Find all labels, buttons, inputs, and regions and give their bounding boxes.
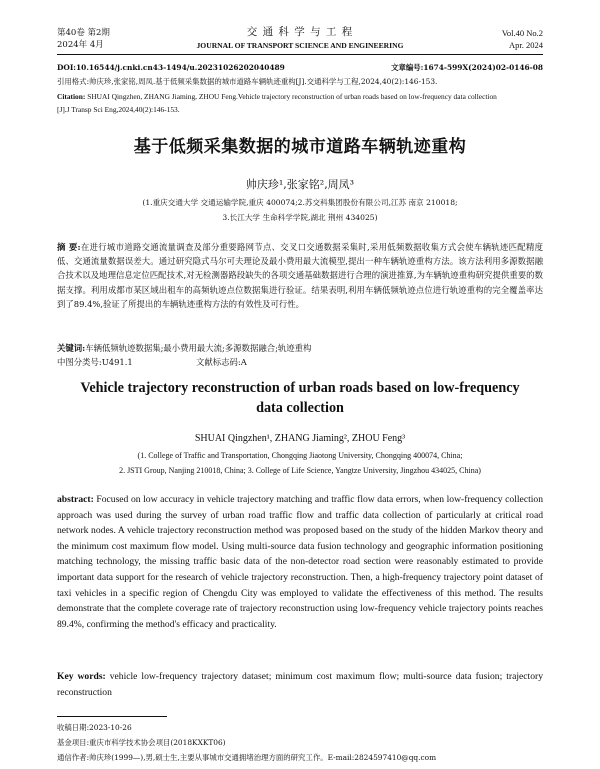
affiliation-cn-2: 3.长江大学 生命科学学院,湖北 荆州 434025) [222, 213, 378, 222]
keywords-en-text: vehicle low-frequency trajectory dataset; minimum cost maximum flow; multi-source data fusion; trajectory reconstruction [57, 671, 543, 698]
header-date-cn: 2024年 4月 [57, 40, 104, 50]
citation-en-label: Citation: [57, 92, 86, 101]
citation-cn: 引用格式:帅庆珍,张家铭,周凤.基于低频采集数据的城市道路车辆轨迹重构[J].交通科学与工程,2024,40(2):146-153. [57, 77, 438, 86]
header-date-en: Apr. 2024 [509, 40, 543, 50]
abstract-en-label: abstract: [57, 494, 94, 505]
header-rule [57, 54, 543, 55]
header-journal-en: JOURNAL OF TRANSPORT SCIENCE AND ENGINEERING [196, 41, 404, 50]
abstract-cn-label: 摘 要: [57, 242, 81, 252]
title-en-line-1: Vehicle trajectory reconstruction of urban roads based on low-frequency [80, 380, 520, 396]
citation-en-text: SHUAI Qingzhen, ZHANG Jiaming, ZHOU Feng.Vehicle trajectory reconstruction of urban roads based on low-frequency data collection [87, 92, 497, 101]
footnote-author: 通信作者:帅庆珍(1999—),男,硕士生,主要从事城市交通拥堵治理方面的研究工作。E-mail:2824597410@qq.com [57, 753, 437, 762]
keywords-cn-text: 车辆低频轨迹数据集;最小费用最大流;多源数据融合;轨迹重构 [85, 343, 312, 353]
keywords-en [57, 669, 543, 700]
footnote-received: 收稿日期:2023-10-26 [57, 723, 132, 732]
article-number: 文章编号:1674-599X(2024)02-0146-08 [391, 63, 543, 72]
citation-en-cont: [J].J Transp Sci Eng,2024,40(2):146-153. [57, 105, 180, 114]
header-volume-en: Vol.40 No.2 [501, 28, 543, 38]
header-volume-cn: 第40卷 第2期 [57, 28, 110, 38]
abstract-cn [57, 240, 543, 311]
affiliation-en-2: 2. JSTI Group, Nanjing 210018, China; 3. College of Life Science, Yangtze University, Jingzhou 434025, China) [119, 466, 481, 475]
title-cn: 基于低频采集数据的城市道路车辆轨迹重构 [133, 137, 467, 157]
citation-en [57, 91, 543, 102]
abstract-en-text: Focused on low accuracy in vehicle trajectory matching and traffic flow data errors, when low-frequency collection approach was used during the survey of urban road traffic flow and traffic data collection of particularly at critical road network nodes. A vehicle trajectory reconstruction method was proposed based on the study of the hidden Markov theory and the minimum cost maximum flow model. Using multi-source data fusion technology and geographic information positioning matching technology, the missing traffic basic data of the non-detector road section were reasonably estimated to provide important data support for the research of vehicle trajectory reconstruction. Then, a high-frequency trajectory point dataset of taxi vehicles in a specific region of Chengdu City was employed to validate the effectiveness of this method. The results demonstrate that the complete coverage rate of trajectory reconstruction using low-frequency vehicle trajectory points reaches 89.4%, confirming the method's efficacy and practicality. [57, 494, 543, 630]
keywords-en-label: Key words: [57, 671, 106, 682]
authors-cn: 帅庆珍¹,张家铭²,周凤³ [245, 178, 355, 191]
title-en-line-2: data collection [256, 400, 344, 416]
footnote-fund: 基金项目:重庆市科学技术协会项目(2018KXKT06) [57, 738, 226, 747]
affiliation-en-1: (1. College of Traffic and Transportation, Chongqing Jiaotong University, Chongqing 400074, China; [137, 451, 463, 460]
footnote-rule [57, 716, 167, 717]
abstract-cn-text: 在进行城市道路交通流量调查及部分重要路网节点、交叉口交通数据采集时,采用低频数据收集方式会使车辆轨迹匹配精度低、交通流量数据误差大。通过研究隐式马尔可夫理论及最小费用最大流模型,提出一种车辆轨迹重构方法。该方法利用多源数据融合技术以及地理信息定位匹配技术,对无检测器路段缺失的各项交通基础数据进行合理的演进推算,为车辆轨迹重构研究提供重要的数据支撑。利用成都市某区域出租车的高频轨迹点位数据集进行验证。结果表明,利用车辆低频轨迹点位进行轨迹重构的完全覆盖率达到了89.4%,验证了所提出的车辆轨迹重构方法的有效性及可行性。 [57, 242, 543, 309]
keywords-cn [57, 341, 543, 355]
affiliation-cn-1: (1.重庆交通大学 交通运输学院,重庆 400074;2.苏交科集团股份有限公司,江苏 南京 210018; [142, 198, 458, 207]
abstract-en [57, 492, 543, 632]
keywords-cn-label: 关键词: [57, 343, 86, 353]
document-code: 文献标志码:A [196, 357, 247, 367]
title-en [57, 378, 543, 418]
header-journal-cn: 交 通 科 学 与 工 程 [246, 26, 354, 38]
authors-en: SHUAI Qingzhen¹, ZHANG Jiaming², ZHOU Feng³ [194, 433, 406, 444]
doi: DOI:10.16544/j.cnki.cn43-1494/u.202310262020404​89 [57, 63, 285, 72]
clc-number: 中图分类号:U491.1 [57, 357, 133, 367]
